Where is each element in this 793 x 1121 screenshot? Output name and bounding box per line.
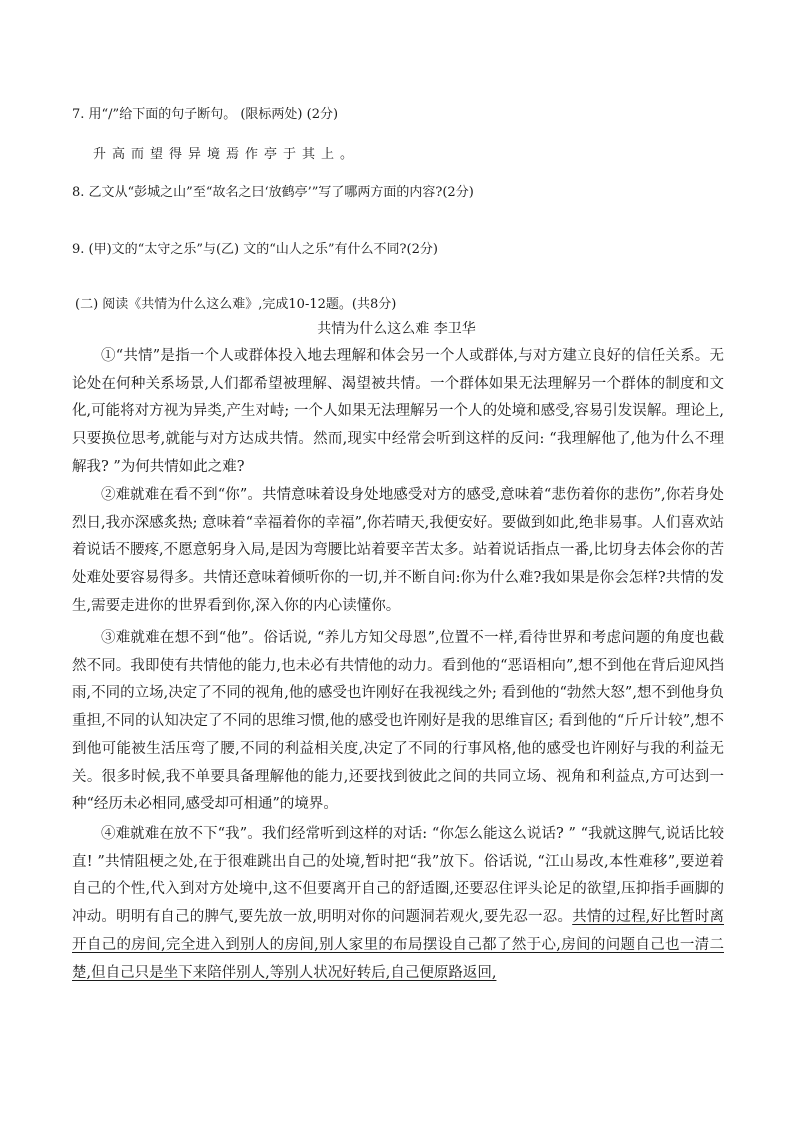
paragraph-2: ②难就难在看不到“你”。共情意味着设身处地感受对方的感受,意味着“悲伤着你的悲伤”,你若身处烈日,我亦深感炙热; 意味着“幸福着你的幸福”,你若晴天,我便安好。要做到如此,绝非易事。人们喜欢站着说话不腰疼,不愿意躬身入局,是因为弯腰比站着要辛苦太多。站着说话指点一番,比切身去体会你的苦处难处要容易得多。共情还意味着倾听你的一切,并不断自问:你为什么难?我如果是你会怎样?共情的发生,需要走进你的世界看到你,深入你的内心读懂你。 (72, 487, 724, 614)
question-7: 7. 用“/”给下面的句子断句。 (限标两处) (2分) (72, 107, 339, 122)
article-title: 共情为什么这么难 李卫华 (317, 321, 476, 337)
paragraph-3: ③难就难在想不到“他”。俗话说, “养儿方知父母恩”,位置不一样,看待世界和考虑问题的角度也截然不同。我即使有共情他的能力,也未必有共情他的动力。看到他的“恶语相向”,想不到他在背后迎风挡雨,不同的立场,决定了不同的视角,他的感受也许刚好在我视线之外; 看到他的“勃然大怒”,想不到他身负重担,不同的认知决定了不同的思维习惯,他的感受也许刚好是我的思维盲区; 看到他的“斤斤计较”,想不到他可能被生活压弯了腰,不同的利益相关度,决定了不同的行事风格,他的感受也许刚好与我的利益无关。很多时候,我不单要具备理解他的能力,还要找到彼此之间的共同立场、视角和利益点,方可达到一种“经历未必相同,感受却可相通”的境界。 (72, 630, 724, 813)
paragraph-4 (72, 821, 724, 987)
section-2-header: (二) 阅读《共情为什么这么难》,完成10-12题。(共8分) (75, 297, 397, 312)
question-8: 8. 乙文从“彭城之山”至“故名之曰‘放鹤亭’”写了哪两方面的内容?(2分) (72, 185, 474, 200)
paragraph-1: ①“共情”是指一个人或群体投入地去理解和体会另一个人或群体,与对方建立良好的信任关系。无论处在何种关系场景,人们都希望被理解、渴望被共情。一个群体如果无法理解另一个群体的制度和文化,可能将对方视为异类,产生对峙; 一个人如果无法理解另一个人的处境和感受,容易引发误解。理论上,只要换位思考,就能与对方达成共情。然而,现实中经常会听到这样的反问: “我理解他了,他为什么不理解我? ”为何共情如此之难? (72, 348, 724, 475)
paragraph-4-underlined: 共情的过程,好比暂时离开自己的房间,完全进入到别人的房间,别人家里的布局摆设自己都了然于心,房间的问题自己也一清二楚,但自己只是坐下来陪伴别人,等别人状况好转后,自己便原路返回, (72, 909, 724, 981)
question-7-sentence: 升高而望得异境焉作亭于其上。 (93, 147, 360, 162)
paragraph-4-text: ④难就难在放不下“我”。我们经常听到这样的对话: “你怎么能这么说话? ” “我就这脾气,说话比较直! ”共情阻梗之处,在于很难跳出自己的处境,暂时把“我”放下。俗话说, “江山易改,本性难移”,要逆着自己的个性,代入到对方处境中,这不但要离开自己的舒适圈,还要忍住评头论足的欲望,压抑指手画脚的冲动。明明有自己的脾气,要先放一放,明明对你的问题洞若观火,要先忍一忍。 (72, 826, 724, 926)
question-9: 9. (甲)文的“太守之乐”与(乙) 文的“山人之乐”有什么不同?(2分) (72, 242, 438, 257)
